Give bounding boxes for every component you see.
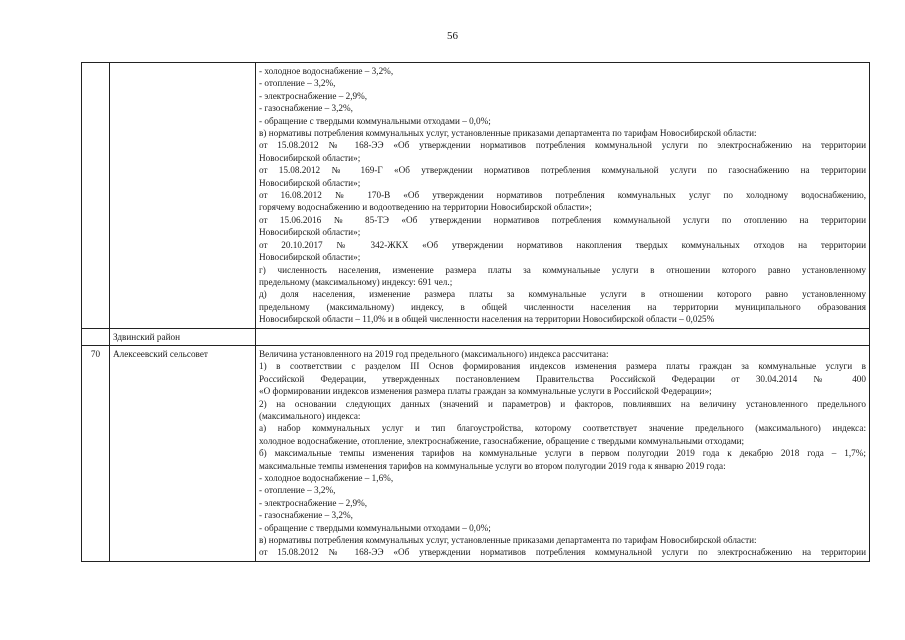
text-line: - обращение с твердыми коммунальными отходами – 0,0%;: [259, 522, 491, 533]
text-line: - электроснабжение – 2,9%,: [259, 497, 368, 508]
text-line: в) нормативы потребления коммунальных услуг, установленные приказами департамента по тарифам Новосибирской области:: [259, 535, 757, 546]
table-row: [82, 345, 870, 561]
text-line: - холодное водоснабжение – 3,2%,: [259, 66, 394, 76]
text-line: максимальные темпы изменения тарифов на коммунальные услуги во втором полугодии 2019 года к январю 2019 года:: [259, 460, 726, 471]
text-line: - газоснабжение – 3,2%,: [259, 510, 353, 521]
text-line: - газоснабжение – 3,2%,: [259, 103, 353, 114]
text-line: Российской Федерации, утвержденных постановлением Правительства Российской Федерации от 30.04.2014 № 400: [259, 373, 866, 384]
text-line: - обращение с твердыми коммунальными отходами – 0,0%;: [259, 115, 491, 126]
row-number-cell: [82, 63, 110, 329]
text-line: д) доля населения, изменение размера платы за коммунальные услуги в отношении которого равно установленному: [259, 289, 866, 300]
text-line: б) максимальные темпы изменения тарифов на коммунальные услуги в первом полугодии 2019 года к декабрю 2018 года – 1,7%;: [259, 448, 866, 459]
text-line: г) численность населения, изменение размера платы за коммунальные услуги в отношении которого равно установленному: [259, 264, 866, 275]
calculation-text-cell: [256, 345, 870, 561]
text-line: а) набор коммунальных услуг и тип благоустройства, которому соответствует значение предельного (максимального) индекса:: [259, 423, 866, 434]
calculation-text-cell: [256, 63, 870, 329]
text-line: Новосибирской области – 11,0% и в общей численности населения на территории Новосибирской области – 0,025%: [259, 314, 715, 325]
row-number-cell: 70: [82, 345, 110, 561]
text-line: 2) на основании следующих данных (значений и параметров) и факторов, повлиявших на величину установленного предельного: [259, 398, 866, 409]
tariff-index-table: [81, 62, 870, 562]
text-line: Величина установленного на 2019 год предельного (максимального) индекса рассчитана:: [259, 348, 609, 359]
text-line: от 16.08.2012 № 170-В «Об утверждении нормативов потребления коммунальных услуг по холодному водоснабжению,: [259, 190, 866, 201]
text-line: 1) в соответствии с разделом III Основ формирования индексов изменения размера платы граждан за коммунальные услуги в: [259, 361, 866, 372]
text-line: от 15.08.2012 № 168-ЭЭ «Об утверждении нормативов потребления коммунальной услуги по электроснабжению на территории: [259, 547, 866, 558]
page-number: 56: [447, 30, 458, 42]
table-row: [82, 63, 870, 329]
municipality-name-cell: [110, 63, 256, 329]
row-number-cell: [82, 328, 110, 345]
text-line: Новосибирской области»;: [259, 227, 361, 238]
text-line: от 20.10.2017 № 342-ЖКХ «Об утверждении нормативов накопления твердых коммунальных отходов на территории: [259, 239, 866, 250]
text-line: - отопление – 3,2%,: [259, 485, 336, 496]
text-line: Новосибирской области»;: [259, 252, 361, 263]
text-line: от 15.08.2012 № 169-Г «Об утверждении нормативов потребления коммунальной услуги по газоснабжению на территории: [259, 165, 866, 176]
text-line: от 15.06.2016 № 85-ТЭ «Об утверждении нормативов потребления коммунальной услуги по отоплению на территории: [259, 214, 866, 225]
text-line: предельному (максимальному) индексу, в общей численности населения на территории муниципального образования: [259, 301, 866, 312]
text-line: холодное водоснабжение, отопление, электроснабжение, газоснабжение, обращение с твердыми коммунальными отходами;: [259, 435, 745, 446]
text-line: горячему водоснабжению и водоотведению на территории Новосибирской области»;: [259, 202, 592, 213]
calculation-text-cell: [256, 328, 870, 345]
district-name-cell: Здвинский район: [110, 328, 256, 345]
text-line: (максимального) индекса:: [259, 410, 361, 421]
text-line: в) нормативы потребления коммунальных услуг, установленные приказами департамента по тарифам Новосибирской области:: [259, 128, 757, 139]
text-line: Новосибирской области»;: [259, 177, 361, 188]
text-line: Новосибирской области»;: [259, 152, 361, 163]
text-line: - отопление – 3,2%,: [259, 78, 336, 89]
municipality-name-cell: Алексеевский сельсовет: [110, 345, 256, 561]
text-line: от 15.08.2012 № 168-ЭЭ «Об утверждении нормативов потребления коммунальной услуги по электроснабжению на территории: [259, 140, 866, 151]
table-row: [82, 328, 870, 345]
text-line: - электроснабжение – 2,9%,: [259, 90, 368, 101]
text-line: - холодное водоснабжение – 1,6%,: [259, 473, 394, 483]
text-line: «О формировании индексов изменения размера платы граждан за коммунальные услуги в Российской Федерации»;: [259, 386, 712, 397]
text-line: предельному (максимальному) индексу: 691 чел.;: [259, 276, 453, 287]
